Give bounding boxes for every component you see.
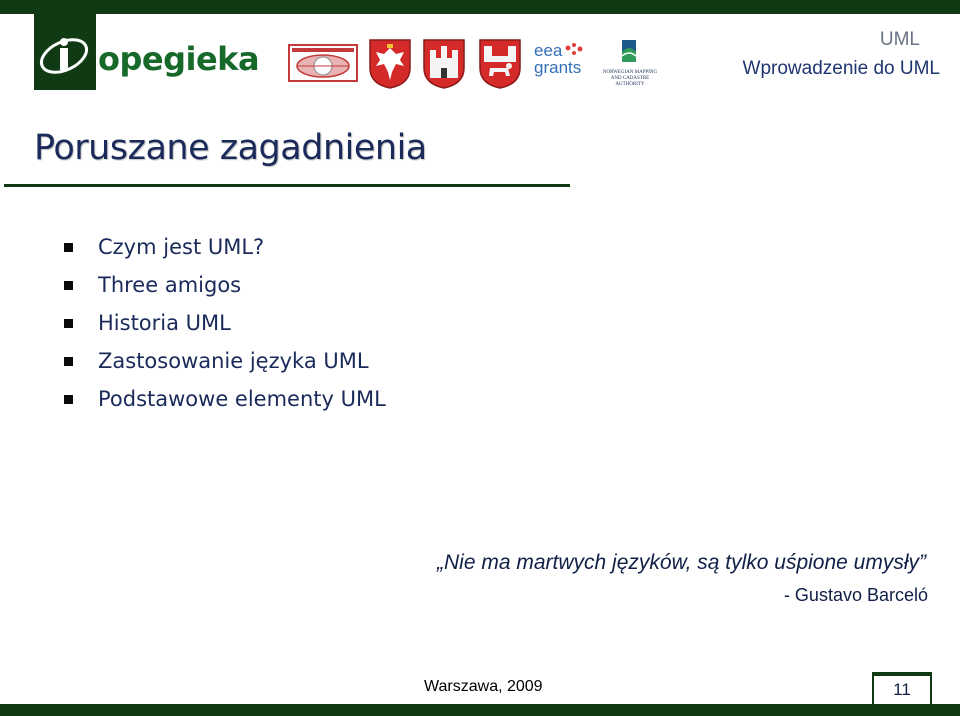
list-item-text: Three amigos [98, 273, 242, 297]
slide-number: 11 [874, 676, 930, 704]
list-item-text: Podstawowe elementy UML [98, 387, 386, 411]
title-underline [4, 184, 570, 187]
square-bullet-icon [64, 357, 73, 366]
list-item [64, 304, 386, 342]
norway-text-line3: AUTHORITY [615, 82, 645, 87]
grants-word: grants [534, 58, 582, 77]
list-item-text: Czym jest UML? [98, 235, 265, 259]
norway-text-line2: AND CADASTRE [610, 76, 650, 81]
square-bullet-icon [64, 395, 73, 404]
footer-place-date: Warszawa, 2009 [424, 678, 543, 695]
eea-grants-logo [534, 40, 592, 88]
norwegian-mapping-authority-logo [598, 38, 662, 94]
top-bar [0, 0, 960, 14]
square-bullet-icon [64, 243, 73, 252]
topic-list [64, 228, 386, 418]
opegieka-logo-text: opegieka [98, 40, 260, 78]
horse-castle-coat-of-arms-icon [478, 38, 522, 90]
quote-text: „Nie ma martwych języków, są tylko uśpione umysły” [437, 551, 926, 574]
slide-title: Poruszane zagadnienia [34, 128, 427, 168]
institute-seal-icon [288, 44, 358, 82]
quote-author: - Gustavo Barceló [783, 585, 928, 605]
castle-coat-of-arms-icon [422, 38, 466, 90]
list-item [64, 380, 386, 418]
square-bullet-icon [64, 281, 73, 290]
norway-text-line1: NORWEGIAN MAPPING [602, 70, 658, 75]
eea-word: eea [534, 41, 563, 60]
slide-number-box [872, 672, 932, 704]
bottom-bar [0, 704, 960, 716]
list-item [64, 228, 386, 266]
square-bullet-icon [64, 319, 73, 328]
opegieka-logo-mark [34, 14, 96, 90]
list-item-text: Zastosowanie języka UML [98, 349, 369, 373]
list-item [64, 342, 386, 380]
list-item-text: Historia UML [98, 311, 231, 335]
list-item [64, 266, 386, 304]
eagle-coat-of-arms-icon [368, 38, 412, 90]
header-title: UML [879, 29, 920, 50]
header-subtitle: Wprowadzenie do UML [742, 58, 940, 79]
